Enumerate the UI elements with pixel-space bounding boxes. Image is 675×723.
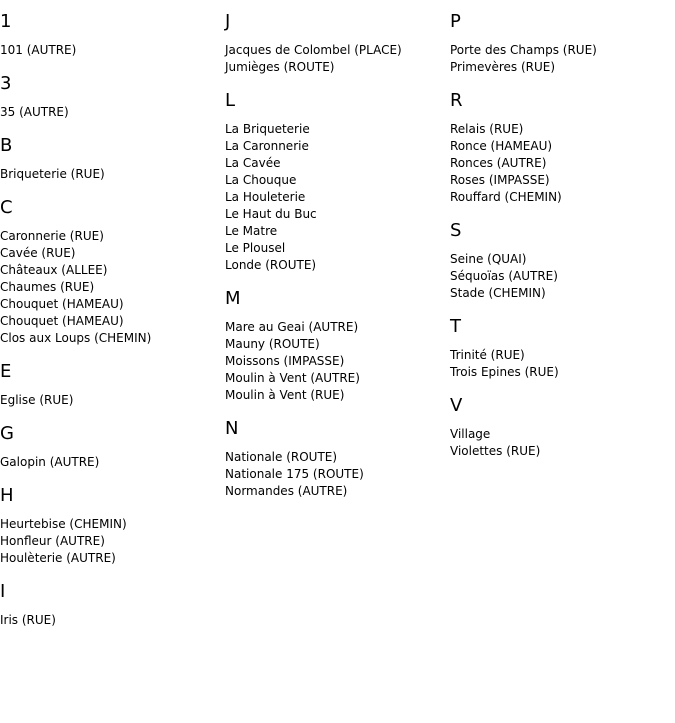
letter-heading: C [0, 197, 13, 218]
letter-heading: I [0, 581, 6, 602]
street-link[interactable]: Jumièges (ROUTE) [225, 60, 335, 74]
street-link[interactable]: Eglise (RUE) [0, 393, 74, 407]
street-link[interactable]: Moissons (IMPASSE) [225, 354, 345, 368]
street-list [0, 392, 222, 409]
letter-heading: S [450, 220, 462, 241]
street-list [0, 104, 222, 121]
street-link[interactable]: Séquoïas (AUTRE) [450, 269, 558, 283]
street-link[interactable]: Le Matre [225, 224, 278, 238]
letter-heading: H [0, 485, 14, 506]
index-column-1 [0, 0, 222, 643]
letter-heading: T [450, 316, 461, 337]
street-link[interactable]: La Briqueterie [225, 122, 310, 136]
street-link[interactable]: Primevères (RUE) [450, 60, 556, 74]
street-list [225, 319, 447, 404]
street-link[interactable]: Houlèterie (AUTRE) [0, 551, 116, 565]
letter-heading: 1 [0, 11, 12, 32]
letter-group [225, 90, 447, 274]
letter-group [0, 361, 222, 409]
letter-heading: L [225, 90, 236, 111]
letter-heading: J [225, 11, 231, 32]
street-list [450, 426, 672, 460]
street-list [0, 166, 222, 183]
street-list [0, 228, 222, 347]
street-list [0, 454, 222, 471]
street-link[interactable]: Mauny (ROUTE) [225, 337, 320, 351]
street-link[interactable]: La Houleterie [225, 190, 306, 204]
street-link[interactable]: Chouquet (HAMEAU) [0, 314, 124, 328]
street-list [0, 42, 222, 59]
street-link[interactable]: Honfleur (AUTRE) [0, 534, 105, 548]
letter-group [225, 418, 447, 500]
street-link[interactable]: Stade (CHEMIN) [450, 286, 546, 300]
street-link[interactable]: Rouffard (CHEMIN) [450, 190, 562, 204]
letter-heading: V [450, 395, 463, 416]
street-link[interactable]: Nationale (ROUTE) [225, 450, 338, 464]
street-link[interactable]: Trinité (RUE) [450, 348, 525, 362]
index-column-2 [225, 0, 447, 514]
street-list [450, 121, 672, 206]
letter-group [0, 485, 222, 567]
letter-heading: 3 [0, 73, 12, 94]
street-link[interactable]: Le Haut du Buc [225, 207, 317, 221]
street-link[interactable]: Mare au Geai (AUTRE) [225, 320, 359, 334]
street-link[interactable]: Chouquet (HAMEAU) [0, 297, 124, 311]
letter-heading: B [0, 135, 13, 156]
street-link[interactable]: Porte des Champs (RUE) [450, 43, 597, 57]
letter-heading: M [225, 288, 241, 309]
letter-heading: E [0, 361, 12, 382]
street-list [225, 449, 447, 500]
letter-group [0, 423, 222, 471]
street-link[interactable]: Iris (RUE) [0, 613, 56, 627]
letter-group [0, 135, 222, 183]
letter-group [0, 73, 222, 121]
street-link[interactable]: Normandes (AUTRE) [225, 484, 348, 498]
street-link[interactable]: Le Plousel [225, 241, 286, 255]
street-list [450, 251, 672, 302]
street-link[interactable]: Trois Epines (RUE) [450, 365, 559, 379]
street-link[interactable]: Village [450, 427, 491, 441]
letter-group [0, 581, 222, 629]
street-link[interactable]: Caronnerie (RUE) [0, 229, 104, 243]
letter-heading: G [0, 423, 14, 444]
letter-group [225, 11, 447, 76]
street-link[interactable]: Ronces (AUTRE) [450, 156, 547, 170]
street-link[interactable]: Moulin à Vent (RUE) [225, 388, 345, 402]
street-link[interactable]: 35 (AUTRE) [0, 105, 69, 119]
street-link[interactable]: Londe (ROUTE) [225, 258, 317, 272]
street-link[interactable]: Châteaux (ALLEE) [0, 263, 108, 277]
letter-group [225, 288, 447, 404]
street-link[interactable]: La Cavée [225, 156, 281, 170]
street-link[interactable]: Relais (RUE) [450, 122, 524, 136]
letter-group [450, 90, 672, 206]
street-link[interactable]: Jacques de Colombel (PLACE) [225, 43, 402, 57]
street-link[interactable]: Galopin (AUTRE) [0, 455, 100, 469]
letter-group [0, 11, 222, 59]
index-column-3 [450, 0, 672, 474]
street-list [450, 347, 672, 381]
letter-group [450, 220, 672, 302]
street-link[interactable]: Chaumes (RUE) [0, 280, 95, 294]
street-list [450, 42, 672, 76]
street-list [225, 121, 447, 274]
street-link[interactable]: Briqueterie (RUE) [0, 167, 105, 181]
street-link[interactable]: Seine (QUAI) [450, 252, 527, 266]
letter-group [450, 395, 672, 460]
letter-heading: R [450, 90, 463, 111]
letter-heading: N [225, 418, 239, 439]
street-list [0, 516, 222, 567]
letter-group [0, 197, 222, 347]
street-link[interactable]: Violettes (RUE) [450, 444, 541, 458]
street-list [0, 612, 222, 629]
letter-group [450, 11, 672, 76]
street-link[interactable]: Nationale 175 (ROUTE) [225, 467, 364, 481]
street-link[interactable]: Roses (IMPASSE) [450, 173, 550, 187]
letter-group [450, 316, 672, 381]
street-link[interactable]: Ronce (HAMEAU) [450, 139, 553, 153]
street-list [225, 42, 447, 76]
street-link[interactable]: La Caronnerie [225, 139, 309, 153]
street-link[interactable]: Clos aux Loups (CHEMIN) [0, 331, 152, 345]
street-link[interactable]: Heurtebise (CHEMIN) [0, 517, 127, 531]
street-link[interactable]: 101 (AUTRE) [0, 43, 77, 57]
street-link[interactable]: Moulin à Vent (AUTRE) [225, 371, 360, 385]
street-link[interactable]: Cavée (RUE) [0, 246, 76, 260]
letter-heading: P [450, 11, 461, 32]
street-link[interactable]: La Chouque [225, 173, 297, 187]
